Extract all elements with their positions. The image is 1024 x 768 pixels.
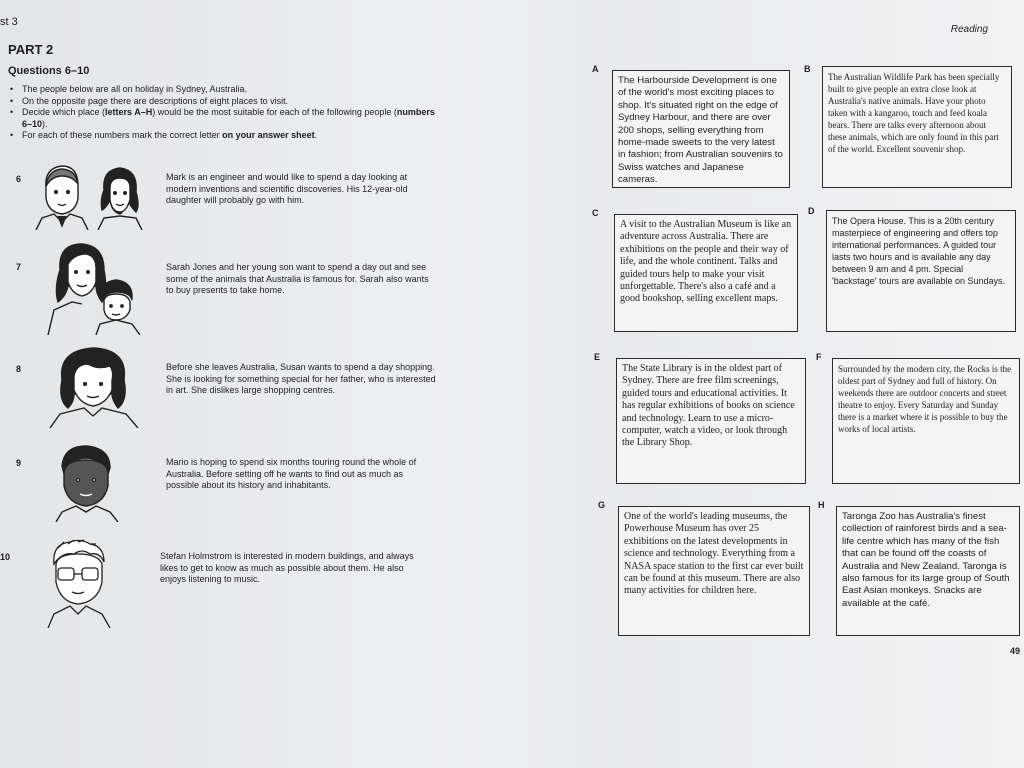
question-number: 8	[16, 364, 22, 374]
section-header: Reading	[950, 24, 988, 35]
right-page	[590, 0, 1024, 768]
man-glasses-illustration	[44, 538, 114, 628]
place-letter: G	[598, 500, 606, 510]
question-number: 9	[16, 458, 22, 468]
question-text: Mario is hoping to spend six months touring round the whole of Australia. Before setting off he wants to find out as much as possible about its history and inhabitants.	[166, 457, 417, 490]
place-letter: D	[808, 206, 815, 216]
place-letter: C	[592, 208, 599, 218]
father-daughter-illustration	[32, 160, 157, 230]
place-box-g: One of the world's leading museums, the Powerhouse Museum has over 25 exhibitions on the latest developments in science and technology. Everything from a NASA space station to the first car ever built can be found at this museum. There are also many activities for children here.	[618, 506, 810, 636]
place-box-b: The Australian Wildlife Park has been specially built to give people an extra close look at Australia's native animals. Have your photo taken with a kangaroo, touch and feed koala bears. There are talks every afternoon about these animals, which are only found in this part of the world. Excellent souvenir shop.	[822, 66, 1012, 188]
place-letter: H	[818, 500, 825, 510]
question-text: Mark is an engineer and would like to spend a day looking at modern inventions and scientific discoveries. His 12-year-old daughter will probably go with him.	[166, 172, 408, 205]
page-number: 49	[1009, 646, 1020, 656]
questions-title: Questions 6–10	[8, 65, 90, 77]
place-letter: E	[594, 352, 601, 362]
place-box-f: Surrounded by the modern city, the Rocks is the oldest part of Sydney and full of history. On weekends there are outdoor concerts and street theatre to enjoy. Every Saturday and Sunday there is a market where it is possible to buy the works of local artists.	[832, 358, 1020, 484]
question-text: Before she leaves Australia, Susan wants to spend a day shopping. She is looking for something special for her father, who is interested in art. She dislikes large shopping centres.	[166, 362, 436, 395]
test-header: st 3	[0, 16, 18, 28]
man-illustration	[52, 444, 122, 522]
place-box-a: The Harbourside Development is one of the world's most exciting places to shop. It's situated right on the edge of Sydney Harbour, and there are over 200 shops, selling everything from home-made sweets to the very latest in fashion; from Australian souvenirs to Swiss watches and Japanese cameras.	[612, 70, 790, 188]
instruction-item: • The people below are all on holiday in Sydney, Australia.	[8, 84, 438, 96]
woman-illustration	[48, 346, 140, 428]
place-letter: B	[804, 64, 811, 74]
place-box-d: The Opera House. This is a 20th century masterpiece of engineering and offers top international performances. A guided tour lasts two hours and is available any day between 9 am and 4 pm. Special 'backstage' tours are available on Sundays.	[826, 210, 1016, 332]
question-text: Sarah Jones and her young son want to spend a day out and see some of the animals that Australia is famous for. Sarah also wants to buy presents to take home.	[166, 262, 429, 295]
part-title: PART 2	[8, 42, 54, 57]
question-text: Stefan Holmstrom is interested in modern buildings, and always likes to get to know as much as possible about them. He also enjoys listening to music.	[160, 551, 414, 584]
instructions-list	[8, 84, 438, 142]
question-number: 6	[16, 174, 22, 184]
place-letter: F	[816, 352, 822, 362]
question-number: 10	[0, 552, 11, 562]
place-letter: A	[592, 64, 599, 74]
place-box-c: A visit to the Australian Museum is like an adventure across Australia. There are exhibitions on the people and their way of life, and the whole continent. Talks and guided tours help to make your visit unforgettable. There's also a café and a good bookshop, selling excellent maps.	[614, 214, 798, 332]
instruction-item: • Decide which place (letters A–H) would be the most suitable for each of the following people (numbers 6–10).	[8, 107, 438, 130]
place-box-h: Taronga Zoo has Australia's finest collection of rainforest birds and a sea-life centre which has many of the fish that can be found off the coasts of Australia and New Zealand. Taronga is also famous for its large group of South East Asian monkeys. Snacks are available at the café.	[836, 506, 1020, 636]
instruction-item: • On the opposite page there are descriptions of eight places to visit.	[8, 96, 438, 108]
mother-son-illustration	[44, 240, 144, 335]
place-box-e: The State Library is in the oldest part of Sydney. There are free film screenings, guided tours and educational activities. It has regular exhibitions of books on science and technology. Learn to use a micro-computer, watch a video, or look through the Library Shop.	[616, 358, 806, 484]
instruction-item: • For each of these numbers mark the correct letter on your answer sheet.	[8, 130, 438, 142]
question-number: 7	[16, 262, 22, 272]
